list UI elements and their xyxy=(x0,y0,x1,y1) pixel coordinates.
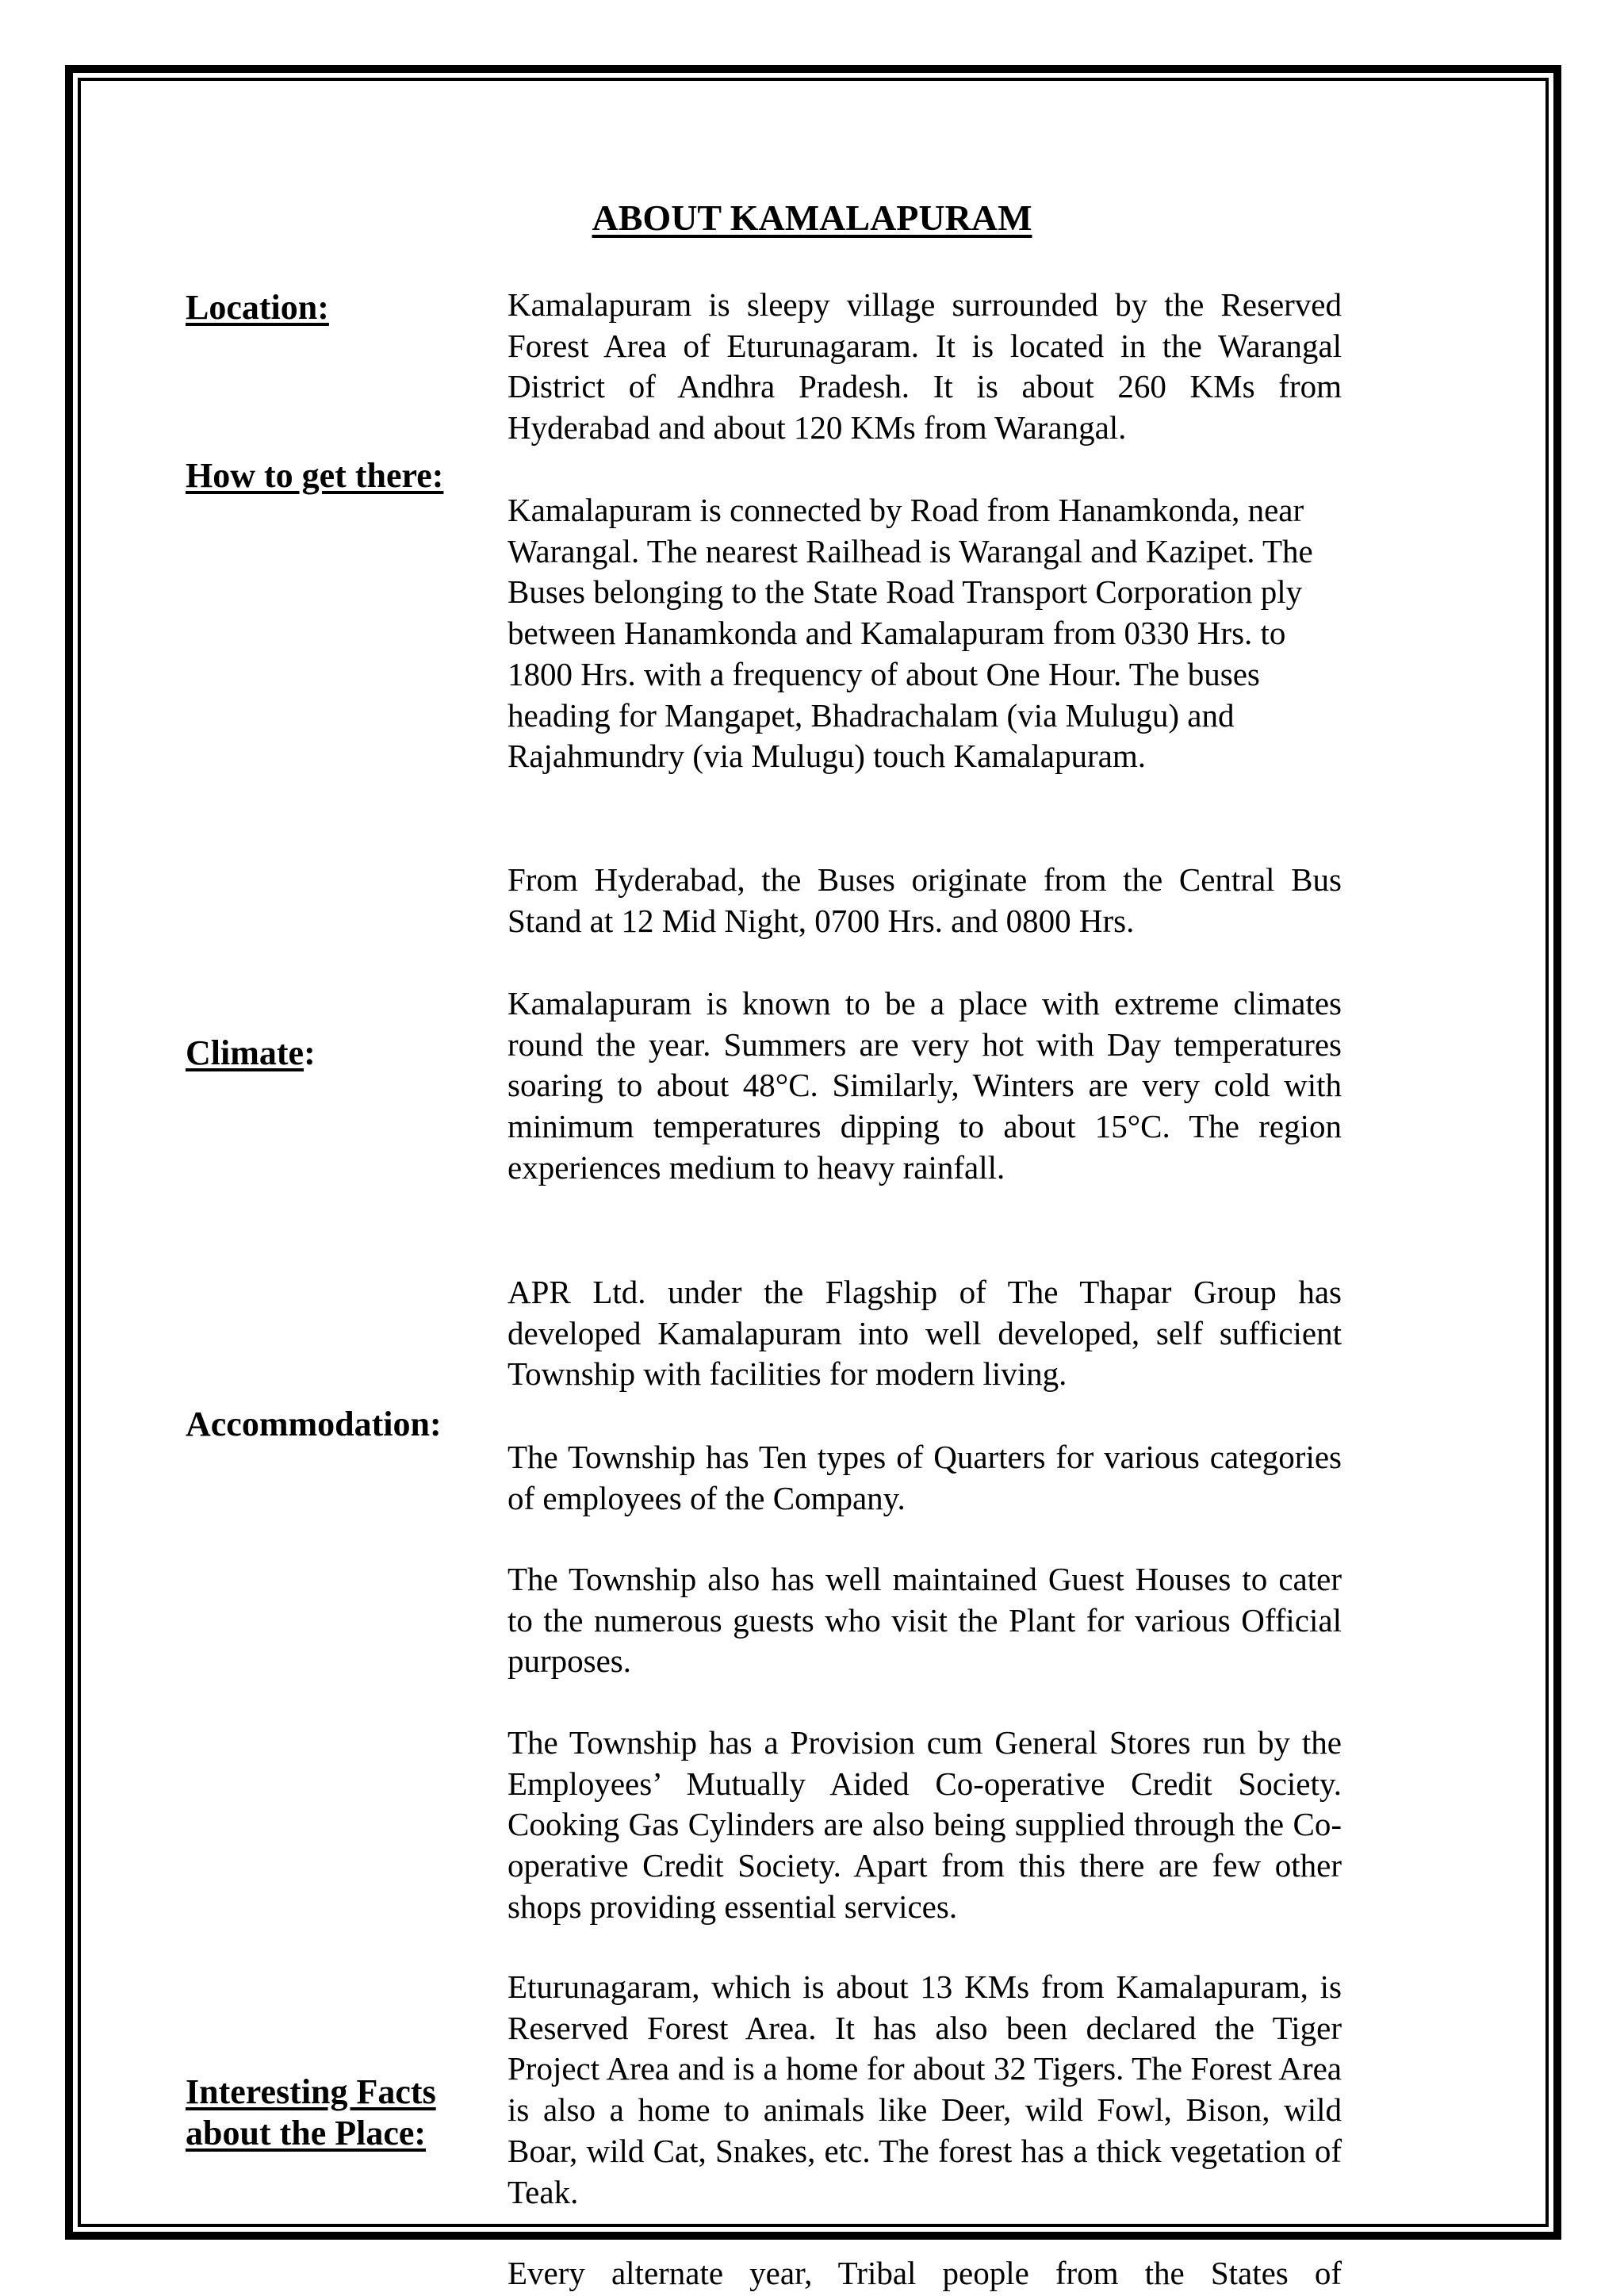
paragraph-accommodation-stores: The Township has a Provision cum General Stores run by the Employees’ Mutually Aided Co-operative Credit Society. Cooking Gas Cylinders are also being supplied through the Co-operative Credit Society. Apart from this there are few other shops providing essential services. xyxy=(508,1724,1342,1925)
paragraph-accommodation-guest-houses: The Township also has well maintained Guest Houses to cater to the numerous guests who visit the Plant for various Official purposes. xyxy=(508,1561,1342,1680)
label-location xyxy=(186,287,479,328)
label-location-text: Location: xyxy=(186,288,329,327)
label-how-to-get-there xyxy=(186,455,479,496)
label-interesting-facts-line2: about the Place: xyxy=(186,2114,427,2152)
page-title: ABOUT KAMALAPURAM xyxy=(592,197,1032,238)
paragraph-facts-forest: Eturunagaram, which is about 13 KMs from Kamalapuram, is Reserved Forest Area. It has also been declared the Tiger Project Area and is a home for about 32 Tigers. The Forest Area is also a home to animals like Deer, wild Fowl, Bison, wild Boar, wild Cat, Snakes, etc. The forest has a thick vegetation of Teak. xyxy=(508,1968,1342,2210)
paragraph-facts-tribal: Every alternate year, Tribal people from the States of xyxy=(508,2255,1342,2291)
label-climate xyxy=(186,1033,479,1074)
label-climate-colon: : xyxy=(304,1033,316,1072)
paragraph-transport-road: Kamalapuram is connected by Road from Hanamkonda, near Warangal. The nearest Railhead is Warangal and Kazipet. The Buses belonging to the State Road Transport Corporation ply between Hanamkonda and Kamalapuram from 0330 Hrs. to 1800 Hrs. with a frequency of about One Hour. The buses heading for Mangapet, Bhadrachalam (via Mulugu) and Rajahmundry (via Mulugu) touch Kamalapuram. xyxy=(508,492,1313,775)
paragraph-accommodation-quarters: The Township has Ten types of Quarters for various categories of employees of the Company. xyxy=(508,1439,1342,1516)
label-climate-word: Climate xyxy=(186,1033,304,1072)
paragraph-transport-hyderabad: From Hyderabad, the Buses originate from the Central Bus Stand at 12 Mid Night, 0700 Hrs. and 0800 Hrs. xyxy=(508,861,1342,939)
label-accommodation: Accommodation: xyxy=(186,1405,442,1443)
paragraph-location: Kamalapuram is sleepy village surrounded by the Reserved Forest Area of Eturunagaram. It is located in the Warangal District of Andhra Pradesh. It is about 260 KMs from Hyderabad and about 120 KMs from Warangal. xyxy=(508,286,1342,447)
label-how-to-get-there-text: How to get there: xyxy=(186,456,444,495)
paragraph-climate: Kamalapuram is known to be a place with extreme climates round the year. Summers are very hot with Day temperatures soaring to about 48°C. Similarly, Winters are very cold with minimum temperatures dipping to about 15°C. The region experiences medium to heavy rainfall. xyxy=(508,985,1342,1186)
paragraph-accommodation-apr: APR Ltd. under the Flagship of The Thapar Group has developed Kamalapuram into well developed, self sufficient Township with facilities for modern living. xyxy=(508,1274,1342,1393)
label-interesting-facts-line1: Interesting Facts xyxy=(186,2072,436,2111)
label-interesting-facts xyxy=(186,2072,479,2154)
